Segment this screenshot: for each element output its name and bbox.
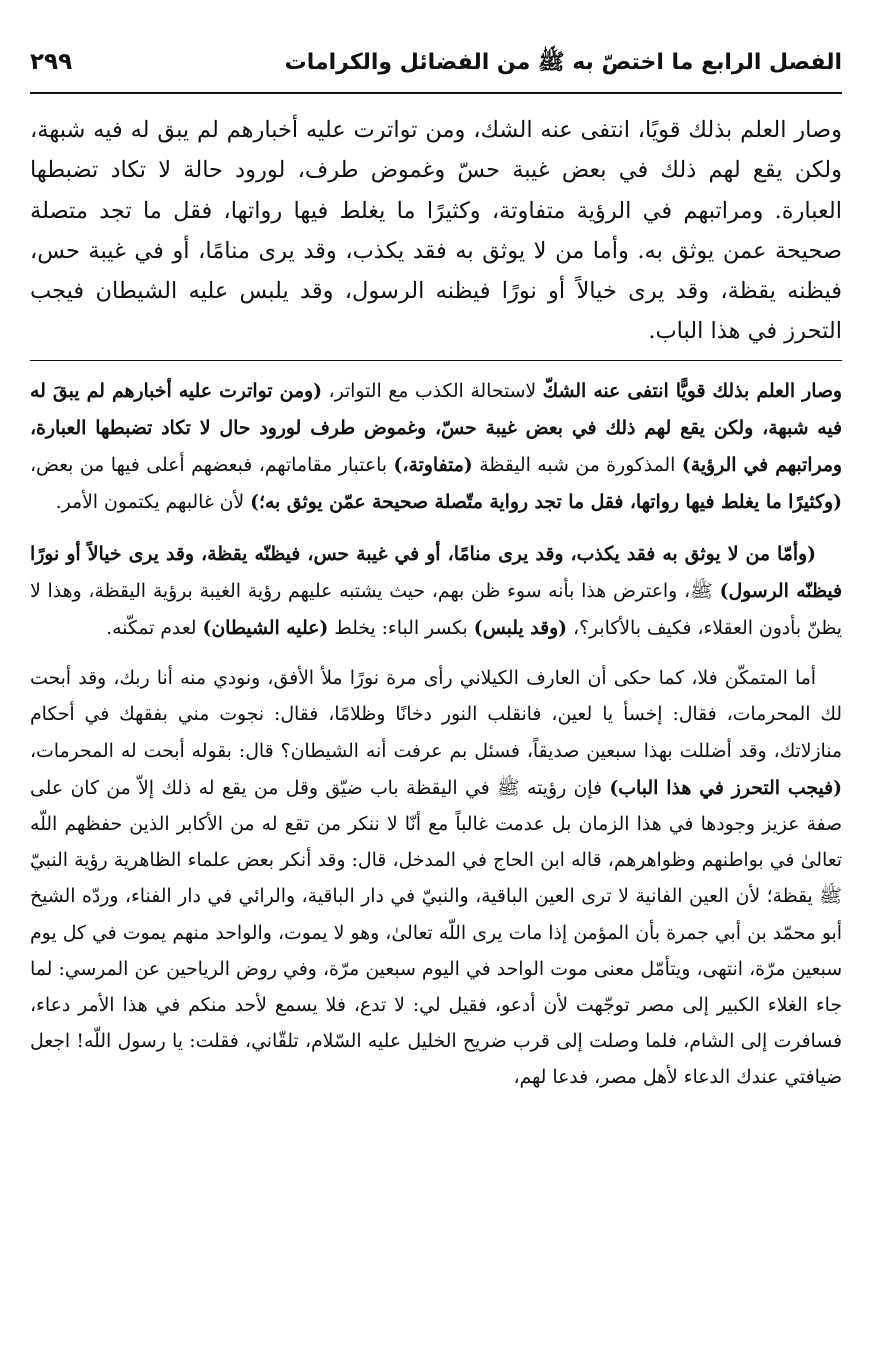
segment: باعتبار مقاماتهم، فبعضهم أعلى فيها من بعض، xyxy=(30,455,394,477)
running-header xyxy=(30,48,842,88)
segment: (ومن تواترت عليه أخبارهم لم يبقَ له فيه شبهة، ولكن يقع لهم ذلك في بعض غيبة حسّ، وغموض طرف لورود حال لا تكاد تضبطها العبارة، ومراتبهم في الرؤية) xyxy=(30,379,842,477)
commentary-paragraph-2 xyxy=(30,536,842,648)
commentary-separator xyxy=(30,360,842,361)
commentary-paragraph-3 xyxy=(30,661,842,1096)
commentary-paragraph-1 xyxy=(30,373,842,522)
segment: لاستحالة الكذب مع التواتر، xyxy=(321,380,543,402)
page-number: ٢٩٩ xyxy=(30,49,73,75)
commentary xyxy=(30,373,842,1097)
segment: (وأمّا من لا يوثق به فقد يكذب، وقد يرى منامًا، أو في غيبة حس، فيظنّه يقظة، وقد يرى خيالاً أو نورًا فيظنّه الرسول) xyxy=(30,542,842,602)
book-page xyxy=(30,48,842,1348)
segment: لعدم تمكّنه. xyxy=(106,618,203,639)
segment: (فيجب التحرز في هذا الباب) xyxy=(609,776,842,799)
segment: ﷺ، واعترض هذا بأنه سوء ظن بهم، حيث يشتبه عليهم رؤية الغيبة برؤية اليقظة، وهذا لا يظنّ بأدون العقلاء، فكيف بالأكابر؟، xyxy=(30,580,842,639)
main-text: وصار العلم بذلك قويًا، انتفى عنه الشك، ومن تواترت عليه أخبارهم لم يبق له فيه شبهة، ولكن يقع لهم ذلك في بعض غيبة حسّ وغموض طرف، لورود حالة لا تكاد تضبطها العبارة. ومراتبهم في الرؤية متفاوتة، وكثيرًا ما يغلط فيها رواتها، فقل ما تجد متصلة صحيحة عمن يوثق به. وأما من لا يوثق به فقد يكذب، وقد يرى منامًا، أو في غيبة حس، فيظنه يقظة، وقد يرى خيالاً أو نورًا فيظنه الرسول، وقد يلبس عليه الشيطان فيجب التحرز في هذا الباب. xyxy=(30,117,842,345)
segment: فإن رؤيته ﷺ في اليقظة باب ضيّق وقل من يقع له ذلك إلاّ من كان على صفة عزيز وجودها في هذا الزمان بل عدمت غالباً مع أنّا لا ننكر من تقع له من الأكابر الذين حفظهم اللّه تعالىٰ في بواطنهم وظواهرهم، قاله ابن الحاج في المدخل، قال: وقد أنكر بعض علماء الظاهرية رؤية النبيّ ﷺ يقظة؛ لأن العين الفانية لا ترى العين الباقية، والنبيّ في دار الباقية، والرائي في دار الفناء، وردّه الشيخ أبو محمّد بن أبي جمرة بأن المؤمن إذا مات يرى اللّه تعالىٰ، وهو لا يموت، والواحد منهم يموت في كل يوم سبعين مرّة، انتهى، ويتأمّل معنى موت الواحد في اليوم سبعين مرّة، وفي روض الرياحين عن المرسي: لما جاء الغلاء الكبير إلى مصر توجّهت لأن أدعو، فقيل لي: لا تدع، فلا يسمع لأحد منكم في هذا الأمر دعاء، فسافرت إلى الشام، فلما وصلت إلى قرب ضريح الخليل عليه السّلام، تلقّاني، فقلت: يا رسول اللّه! اجعل ضيافتي عندك الدعاء لأهل مصر، فدعا لهم، xyxy=(30,777,842,1089)
header-rule xyxy=(30,92,842,94)
segment: (وكثيرًا ما يغلط فيها رواتها، فقل ما تجد رواية متّصلة صحيحة عمّن يوثق به؛) xyxy=(250,491,842,514)
segment: بكسر الباء: يخلط xyxy=(328,618,474,639)
segment: المذكورة من شبه اليقظة xyxy=(472,455,682,477)
segment: (وقد يلبس) xyxy=(473,617,568,639)
segment: (عليه الشيطان) xyxy=(202,617,329,639)
segment: أما المتمكّن فلا، كما حكى أن العارف الكيلاني رأى مرة نورًا ملأ الأفق، ونودي منه أنا ربك، وقد أبحت لك المحرمات، فقال: إخسأ يا لعين، فانقلب النور دخانًا وظلامًا، فقال: نجوت مني بفقهك في أحكام منازلاتك، وقد أضللت بهذا سبعين صديقاً، فسئل بم عرفت أنه الشيطان؟ قال: بقوله أبحت له المحرمات، xyxy=(30,668,842,762)
segment: لأن غالبهم يكتمون الأمر. xyxy=(55,492,251,514)
segment: (متفاوتة،) xyxy=(393,454,473,477)
chapter-title: الفصل الرابع ما اختصّ به ﷺ من الفضائل والكرامات xyxy=(284,50,842,75)
segment: وصار العلم بذلك قويًّا انتفى عنه الشكّ xyxy=(542,379,842,402)
